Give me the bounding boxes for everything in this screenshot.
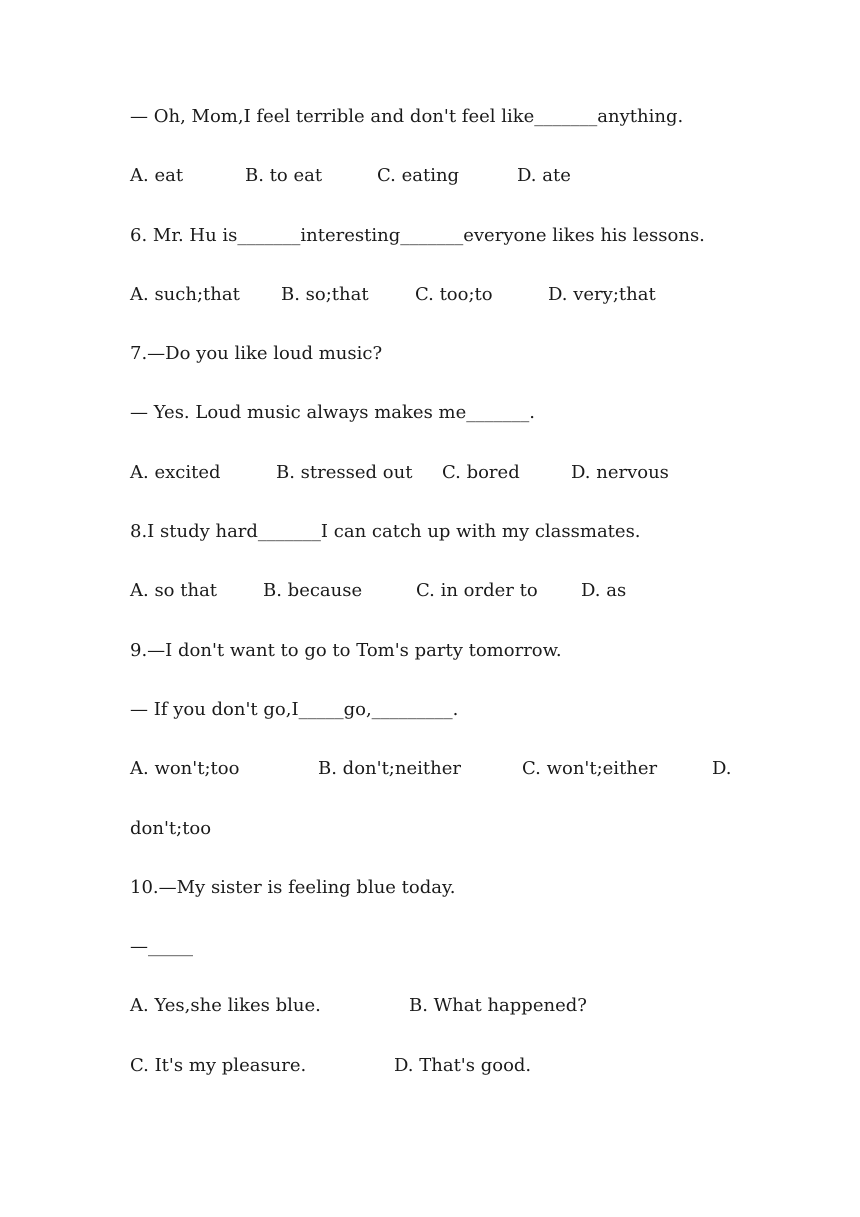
q8-question: 8.I study hard_______I can catch up with my classmates.: [130, 521, 641, 543]
q9-options: [130, 752, 770, 811]
q10-options-row2: [130, 1049, 770, 1108]
q7-option-a: A. excited: [130, 461, 221, 483]
q8-option-a: A. so that: [130, 580, 218, 602]
q5-option-a: A. eat: [130, 165, 184, 187]
q6-option-b: B. so;that: [281, 283, 369, 305]
q5-option-c: C. eating: [377, 165, 460, 187]
q8-options: [130, 574, 770, 633]
q5-reply: — Oh, Mom,I feel terrible and don't feel like_______anything.: [130, 106, 684, 127]
q9-question: 9.—I don't want to go to Tom's party tomorrow.: [130, 639, 562, 661]
q8-option-d: D. as: [581, 580, 627, 602]
q10-option-a: A. Yes,she likes blue.: [130, 995, 321, 1017]
q7-option-b: B. stressed out: [276, 461, 413, 483]
q5-option-d: D. ate: [517, 165, 571, 187]
q9-option-b: B. don't;neither: [318, 758, 461, 780]
q7-option-d: D. nervous: [571, 461, 669, 483]
q9-option-c: C. won't;either: [522, 758, 658, 780]
q9-option-d-continued: don't;too: [130, 817, 212, 839]
q7-options: [130, 456, 770, 515]
q6-question: 6. Mr. Hu is_______interesting_______everyone likes his lessons.: [130, 224, 705, 246]
q9-option-a: A. won't;too: [130, 758, 240, 780]
q9-reply: — If you don't go,I_____go,_________.: [130, 698, 459, 720]
q7-question: 7.—Do you like loud music?: [130, 343, 383, 365]
q10-option-b: B. What happened?: [409, 995, 587, 1017]
q10-option-c: C. It's my pleasure.: [130, 1054, 307, 1076]
q9-option-d: D.: [712, 758, 732, 780]
q8-option-c: C. in order to: [416, 580, 538, 602]
q6-options: [130, 278, 770, 337]
q10-options-row1: [130, 989, 770, 1048]
q6-option-a: A. such;that: [130, 283, 240, 305]
q6-option-c: C. too;to: [415, 283, 493, 305]
q10-option-d: D. That's good.: [394, 1054, 532, 1076]
q10-reply: —_____: [130, 936, 193, 958]
q8-option-b: B. because: [263, 580, 363, 602]
q5-options: [130, 159, 770, 218]
q5-option-b: B. to eat: [245, 165, 323, 187]
q7-reply: — Yes. Loud music always makes me_______.: [130, 402, 535, 424]
q6-option-d: D. very;that: [548, 283, 656, 305]
worksheet: [130, 100, 770, 1108]
q10-question: 10.—My sister is feeling blue today.: [130, 876, 456, 898]
q7-option-c: C. bored: [442, 461, 520, 483]
